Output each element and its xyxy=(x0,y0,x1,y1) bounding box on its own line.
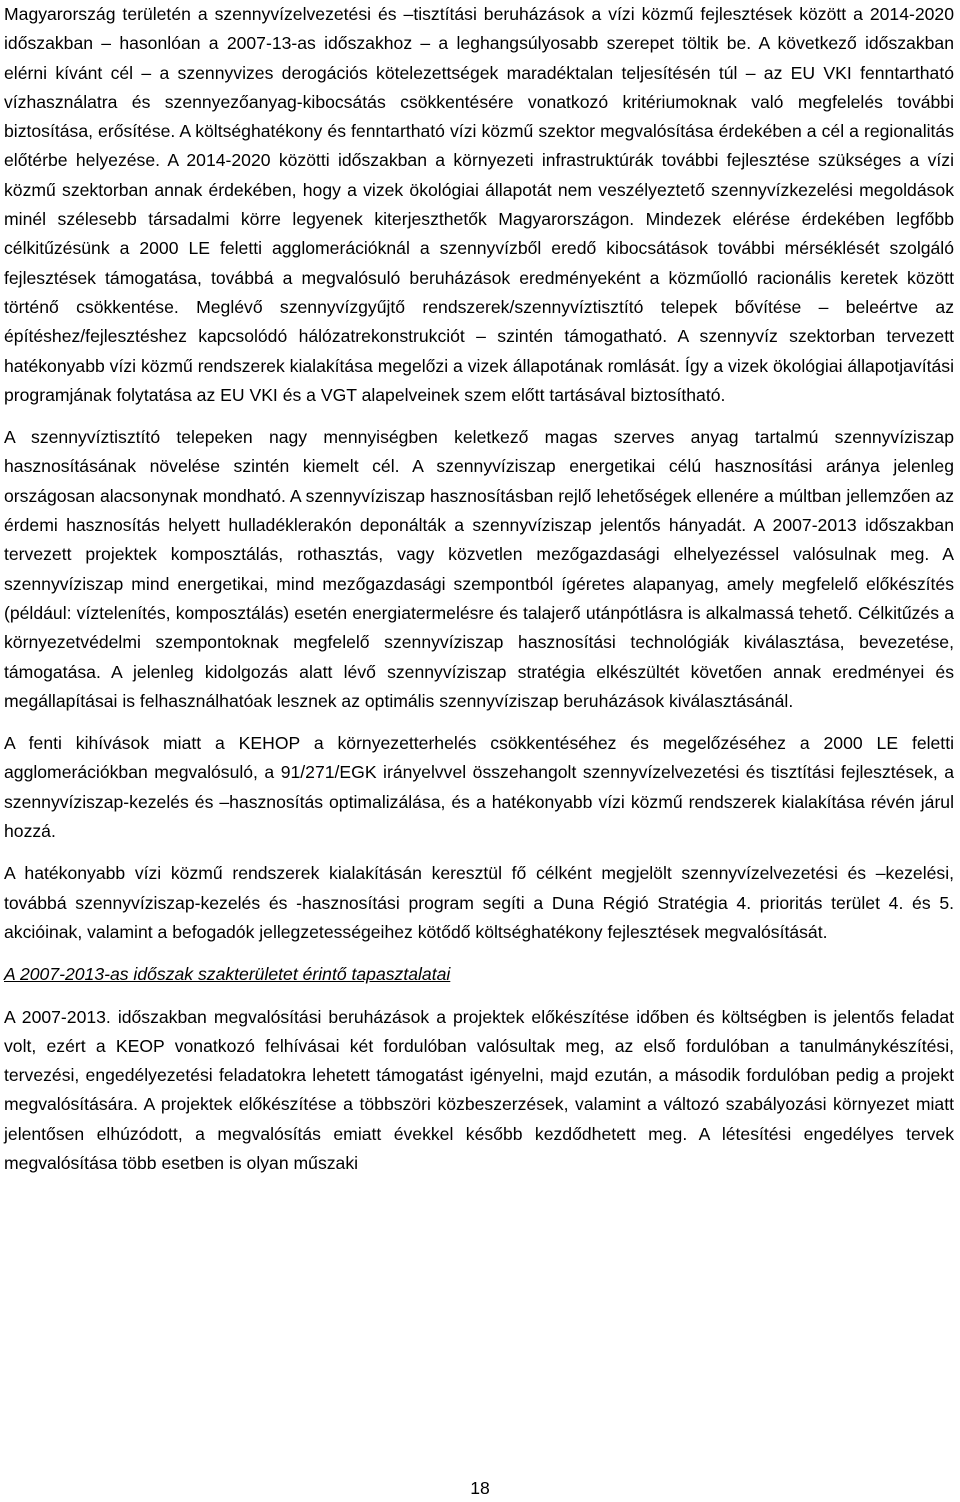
page-number: 18 xyxy=(470,1478,490,1498)
paragraph-wastewater-investments: Magyarország területén a szennyvízelvezetési és –tisztítási beruházások a vízi közmű fejlesztések között a 2014-2020 időszakban – hasonlóan a 2007-13-as időszakhoz – a leghangsúlyosabb szerepet töltik be. A következő időszakban elérni kívánt cél – a szennyvizes derogációs kötelezettségek maradéktalan teljesítésén túl – az EU VKI fenntartható vízhasználatra és szennyezőanyag-kibocsátás csökkentésére vonatkozó kritériumoknak való megfelelés további biztosítása, erősítése. A költséghatékony és fenntartható vízi közmű szektor megvalósítása érdekében a cél a regionalitás előtérbe helyezése. A 2014-2020 közötti időszakban a környezeti infrastruktúrák további fejlesztése szükséges a vízi közmű szektorban annak érdekében, hogy a vizek ökológiai állapotát nem veszélyeztető szennyvízkezelési megoldások minél szélesebb társadalmi körre legyenek kiterjeszthetők Magyarországon. Mindezek elérése érdekében legfőbb célkitűzésünk a 2000 LE feletti agglomerációknál a szennyvízből eredő kibocsátások további mérséklését szolgáló fejlesztések támogatása, továbbá a megvalósuló beruházások eredményeként a közműolló racionális keretek között történő csökkentése. Meglévő szennyvízgyűjtő rendszerek/szennyvíztisztító telepek bővítése – beleértve az építéshez/fejlesztéshez kapcsolódó hálózatrekonstrukciót – szintén támogatható. A szennyvíz szektorban tervezett hatékonyabb vízi közmű rendszerek kialakítása megelőzi a vizek állapotának romlását. Így a vizek ökológiai állapotjavítási programjának folytatása az EU VKI és a VGT alapelveinek szem előtt tartásával biztosítható. xyxy=(4,4,954,405)
paragraph-sludge-utilization: A szennyvíztisztító telepeken nagy mennyiségben keletkező magas szerves anyag tartalmú szennyvíziszap hasznosításának növelése szintén kiemelt cél. A szennyvíziszap energetikai célú hasznosítási aránya jelenleg országosan alacsonynak mondható. A szennyvíziszap hasznosításban rejlő lehetőségek ellenére a múltban jellemzően az érdemi hasznosítás helyett hulladéklerakón deponálták a szennyvíziszap jelentős hányadát. A 2007-2013 időszakban tervezett projektek komposztálás, rothasztás, vagy közvetlen mezőgazdasági elhelyezéssel valósulnak meg. A szennyvíziszap mind energetikai, mind mezőgazdasági szempontból ígéretes alapanyag, amely megfelelő előkészítés (például: víztelenítés, komposztálás) esetén energiatermelésre és talajerő utánpótlásra is alkalmassá tehető. Célkitűzés a környezetvédelmi szempontoknak megfelelő szennyvíziszap hasznosítási technológiák kiválasztása, bevezetése, támogatása. A jelenleg kidolgozás alatt lévő szennyvíziszap stratégia elkészültét követően annak eredményei és megállapításai is felhasználhatóak lesznek az optimális szennyvíziszap beruházások kiválasztásánál. xyxy=(4,427,954,711)
section-heading: A 2007-2013-as időszak szakterületet érintő tapasztalatai xyxy=(4,964,451,985)
paragraph-2007-2013-experience: A 2007-2013. időszakban megvalósítási beruházások a projektek előkészítése időben és költségben is jelentős feladat volt, ezért a KEOP vonatkozó felhívásai két fordulóban valósultak meg, az első fordulóban a tanulmánykészítési, tervezési, engedélyezetési feladatokra lehetett támogatást igényelni, majd ezután, a második fordulóban pedig a projekt megvalósítására. A projektek előkészítése a többszöri közbeszerzések, valamint a változó szabályozási környezet miatt jelentősen elhúzódott, a megvalósítás emiatt évekkel később kezdődhetett meg. A létesítési engedélyes tervek megvalósítása több esetben is olyan műszaki xyxy=(4,1006,954,1173)
paragraph-kehop-challenges: A fenti kihívások miatt a KEHOP a környezetterhelés csökkentéséhez és megelőzéséhez a 2000 LE feletti agglomerációkban megvalósuló, a 91/271/EGK irányelvvel összehangolt szennyvízelvezetési és tisztítási fejlesztések, a szennyvíziszap-kezelés és –hasznosítás optimalizálása, és a hatékonyabb vízi közmű rendszerek kialakítása révén járul hozzá. xyxy=(4,733,954,842)
paragraph-danube-strategy: A hatékonyabb vízi közmű rendszerek kialakításán keresztül fő célként megjelölt szennyvízelvezetési és –kezelési, továbbá szennyvíziszap-kezelés és -hasznosítási program segíti a Duna Régió Stratégia 4. prioritás terület 4. és 5. akcióinak, valamint a befogadók jellegzetességeihez kötődő költséghatékony fejlesztések megvalósítását. xyxy=(4,863,954,942)
